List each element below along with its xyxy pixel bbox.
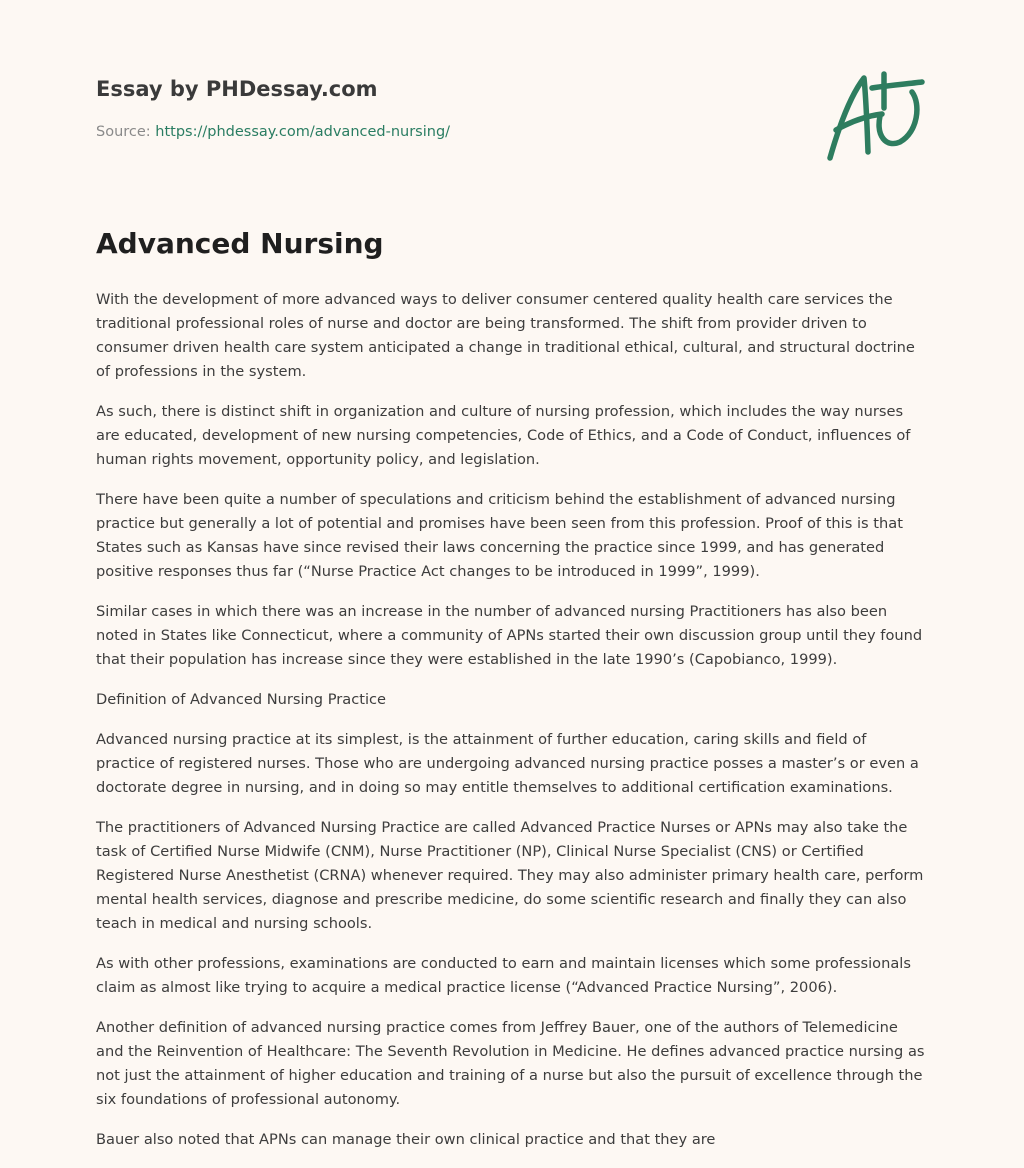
site-header	[96, 74, 796, 142]
essay-paragraph: Another definition of advanced nursing practice comes from Jeffrey Bauer, one of the authors of Telemedicine and the Reinvention of Healthcare: The Seventh Revolution in Medicine. He defines advanced practice nursing as not just the attainment of higher education and training of a nurse but also the pursuit of excellence through the six foundations of professional autonomy.	[96, 1019, 925, 1108]
essay-paragraph: Similar cases in which there was an increase in the number of advanced nursing Practitioners has also been noted in States like Connecticut, where a community of APNs started their own discussion group until they found that their population has increase since they were established in the late 1990’s (Capobianco, 1999).	[96, 603, 923, 668]
source-label: Source:	[96, 124, 156, 140]
essay-paragraph: The practitioners of Advanced Nursing Practice are called Advanced Practice Nurses or APNs may also take the task of Certified Nurse Midwife (CNM), Nurse Practitioner (NP), Clinical Nurse Specialist (CNS) or Certified Registered Nurse Anesthetist (CRNA) whenever required. They may also administer primary health care, perform mental health services, diagnose and prescribe medicine, do some scientific research and finally they can also teach in medical and nursing schools.	[96, 819, 924, 932]
section-heading: Definition of Advanced Nursing Practice	[96, 691, 387, 708]
source-line	[96, 122, 796, 142]
essay-content	[96, 224, 928, 1168]
essay-paragraph: Advanced nursing practice at its simplest, is the attainment of further education, caring skills and field of practice of registered nurses. Those who are undergoing advanced nursing practice posses a master’s or even a doctorate degree in nursing, and in doing so may entitle themselves to additional certification examinations.	[96, 731, 919, 796]
essay-paragraph: Bauer also noted that APNs can manage their own clinical practice and that they are	[96, 1131, 716, 1148]
a-plus-logo-icon	[822, 68, 926, 164]
essay-title: Advanced Nursing	[96, 227, 384, 260]
essay-paragraph: As with other professions, examinations are conducted to earn and maintain licenses which some professionals claim as almost like trying to acquire a medical practice license (“Advanced Practice Nursing”, 2006).	[96, 955, 911, 996]
essay-paragraph: With the development of more advanced ways to deliver consumer centered quality health care services the traditional professional roles of nurse and doctor are being transformed. The shift from provider driven to consumer driven health care system anticipated a change in traditional ethical, cultural, and structural doctrine of professions in the system.	[96, 291, 915, 380]
source-link[interactable]: https://phdessay.com/advanced-nursing/	[155, 124, 451, 140]
essay-paragraph: There have been quite a number of speculations and criticism behind the establishment of advanced nursing practice but generally a lot of potential and promises have been seen from this profession. Proof of this is that States such as Kansas have since revised their laws concerning the practice since 1999, and has generated positive responses thus far (“Nurse Practice Act changes to be introduced in 1999”, 1999).	[96, 491, 903, 580]
essay-paragraph: As such, there is distinct shift in organization and culture of nursing profession, which includes the way nurses are educated, development of new nursing competencies, Code of Ethics, and a Code of Conduct, influences of human rights movement, opportunity policy, and legislation.	[96, 403, 911, 468]
brand-title: Essay by PHDessay.com	[96, 77, 378, 101]
